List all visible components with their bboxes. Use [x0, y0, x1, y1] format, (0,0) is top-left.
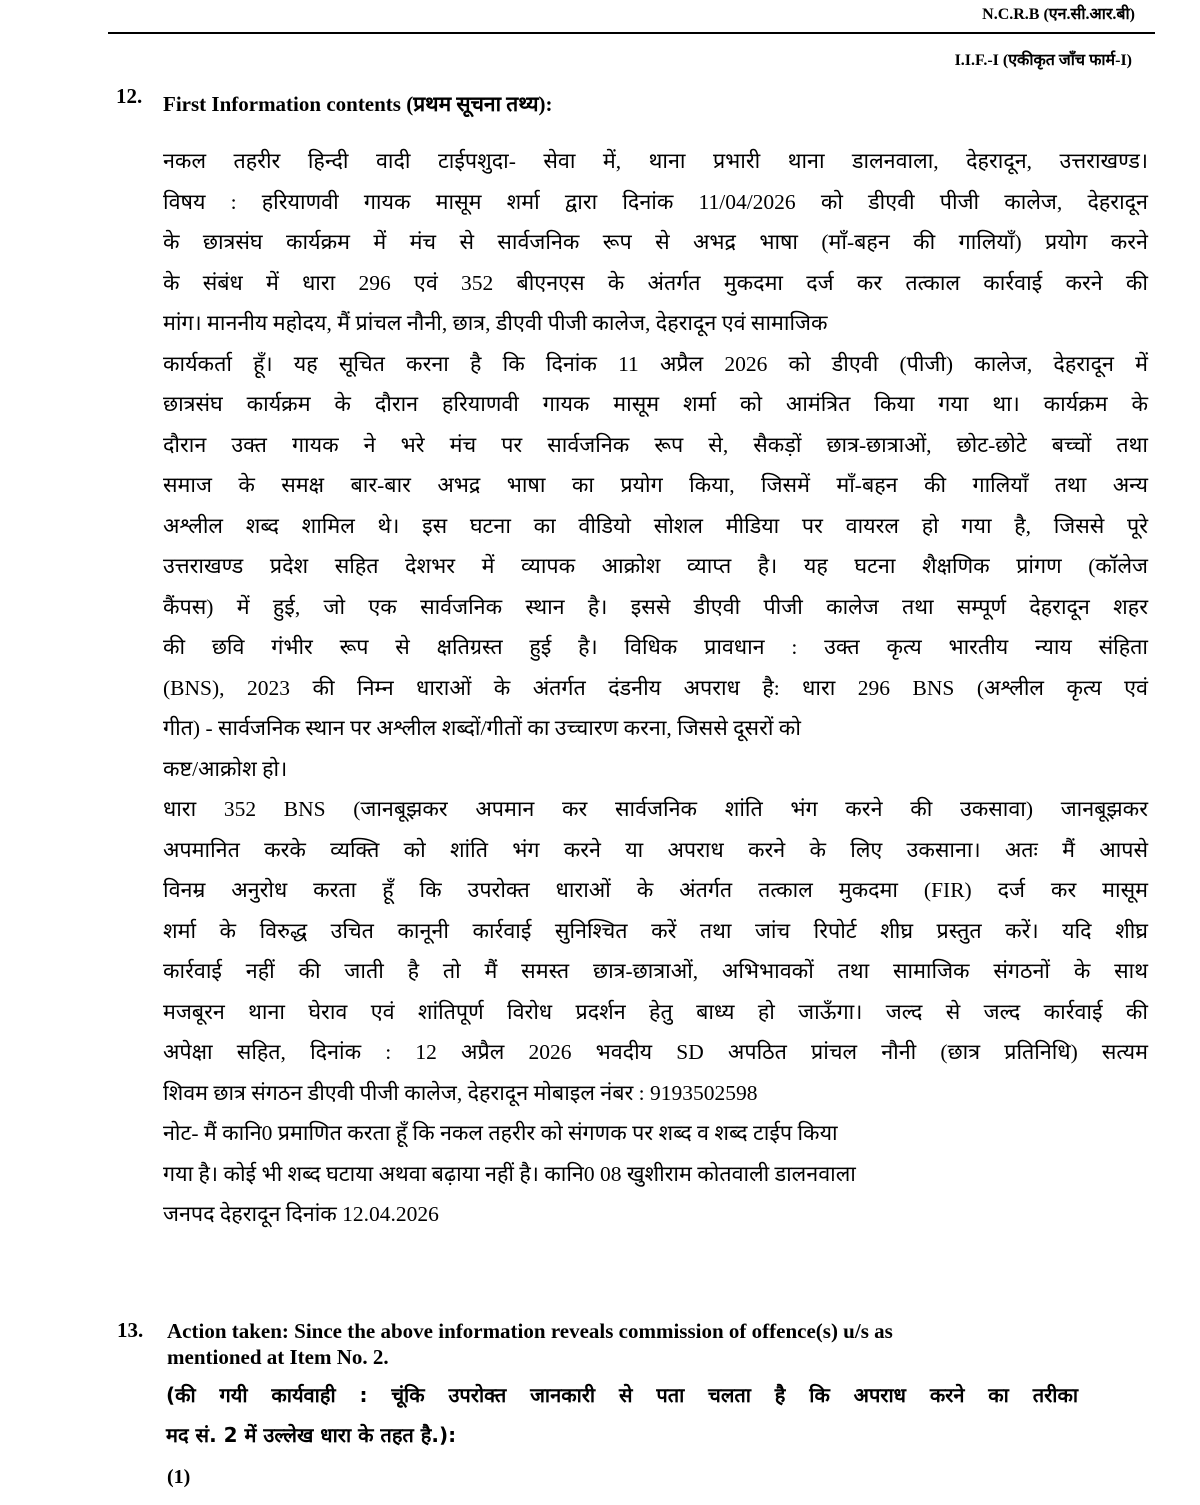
section-13-hindi-line2: मद सं. 2 में उल्लेख धारा के तहत है.): — [166, 1423, 457, 1447]
section-13-hindi-line1: (की गयी कार्यवाही : चूंकि उपरोक्त जानकारी से पता चलता है कि अपराध करने का तरीका — [166, 1383, 1078, 1407]
fir-line: उत्तराखण्ड प्रदेश सहित देशभर में व्यापक आक्रोश व्याप्त है। यह घटना शैक्षणिक प्रांगण (कॉलेज — [163, 554, 1148, 578]
fir-line: कार्यकर्ता हूँ। यह सूचित करना है कि दिनांक 11 अप्रैल 2026 को डीएवी (पीजी) कालेज, देहरादून में — [163, 351, 1148, 376]
fir-line: समाज के समक्ष बार-बार अभद्र भाषा का प्रयोग किया, जिसमें माँ-बहन की गालियाँ तथा अन्य — [163, 473, 1148, 497]
fir-line: के संबंध में धारा 296 एवं 352 बीएनएस के अंतर्गत मुकदमा दर्ज कर तत्काल कार्रवाई करने की — [163, 270, 1148, 295]
fir-content — [163, 141, 1148, 1235]
fir-line: गया है। कोई भी शब्द घटाया अथवा बढ़ाया नहीं है। कानि0 08 खुशीराम कोतवाली डालनवाला — [163, 1161, 856, 1186]
section-13-title — [167, 1318, 1067, 1370]
fir-line: कार्रवाई नहीं की जाती है तो मैं समस्त छात्र-छात्राओं, अभिभावकों तथा सामाजिक संगठनों के साथ — [163, 959, 1148, 983]
fir-line: की छवि गंभीर रूप से क्षतिग्रस्त हुई है। विधिक प्रावधान : उक्त कृत्य भारतीय न्याय संहिता — [163, 635, 1148, 659]
fir-line: अश्लील शब्द शामिल थे। इस घटना का वीडियो सोशल मीडिया पर वायरल हो गया है, जिससे पूरे — [163, 513, 1148, 538]
section-12-number: 12. — [116, 84, 143, 108]
fir-line: दौरान उक्त गायक ने भरे मंच पर सार्वजनिक रूप से, सैकड़ों छात्र-छात्राओं, छोट-छोटे बच्चों तथा — [163, 432, 1148, 457]
section-13-number: 13. — [117, 1318, 144, 1342]
fir-line: (BNS), 2023 की निम्न धाराओं के अंतर्गत दंडनीय अपराध है: धारा 296 BNS (अश्लील कृत्य एवं — [163, 675, 1148, 700]
fir-line: नकल तहरीर हिन्दी वादी टाईपशुदा- सेवा में, थाना प्रभारी थाना डालनवाला, देहरादून, उत्तराखण्ड। — [163, 149, 1148, 173]
fir-line: जनपद देहरादून दिनांक 12.04.2026 — [163, 1202, 439, 1226]
fir-line: धारा 352 BNS (जानबूझकर अपमान कर सार्वजनिक शांति भंग करने की उकसावा) जानबूझकर — [163, 797, 1148, 821]
fir-line: कष्ट/आक्रोश हो। — [163, 756, 288, 781]
fir-line: मजबूरन थाना घेराव एवं शांतिपूर्ण विरोध प्रदर्शन हेतु बाध्य हो जाऊँगा। जल्द से जल्द कार्रवाई की — [163, 999, 1148, 1024]
fir-line: छात्रसंघ कार्यक्रम के दौरान हरियाणवी गायक मासूम शर्मा को आमंत्रित किया गया था। कार्यक्रम के — [163, 392, 1148, 416]
fir-line: के छात्रसंघ कार्यक्रम में मंच से सार्वजनिक रूप से अभद्र भाषा (माँ-बहन की गालियाँ) प्रयोग करने — [163, 230, 1148, 254]
fir-line: शर्मा के विरुद्ध उचित कानूनी कार्रवाई सुनिश्चित करें तथा जांच रिपोर्ट शीघ्र प्रस्तुत करें। यदि शीघ्र — [163, 918, 1148, 943]
section-13-title-line2: mentioned at Item No. 2. — [167, 1345, 389, 1369]
fir-line: गीत) - सार्वजनिक स्थान पर अश्लील शब्दों/गीतों का उच्चारण करना, जिससे दूसरों को — [163, 716, 801, 740]
action-item-number: (1) — [167, 1466, 191, 1488]
fir-line: शिवम छात्र संगठन डीएवी पीजी कालेज, देहरादून मोबाइल नंबर : 9193502598 — [163, 1080, 758, 1105]
fir-line: मांग। माननीय महोदय, मैं प्रांचल नौनी, छात्र, डीएवी पीजी कालेज, देहरादून एवं सामाजिक — [163, 311, 828, 335]
fir-line: विषय : हरियाणवी गायक मासूम शर्मा द्वारा दिनांक 11/04/2026 को डीएवी पीजी कालेज, देहरादून — [163, 189, 1148, 214]
fir-line: विनम्र अनुरोध करता हूँ कि उपरोक्त धाराओं के अंतर्गत तत्काल मुकदमा (FIR) दर्ज कर मासूम — [163, 878, 1148, 902]
header-org: N.C.R.B (एन.सी.आर.बी) — [982, 6, 1135, 23]
fir-line: नोट- मैं कानि0 प्रमाणित करता हूँ कि नकल तहरीर को संगणक पर शब्द व शब्द टाईप किया — [163, 1121, 838, 1145]
fir-line: अपेक्षा सहित, दिनांक : 12 अप्रैल 2026 भवदीय SD अपठित प्रांचल नौनी (छात्र प्रतिनिधि) सत्यम — [163, 1040, 1148, 1064]
section-13-title-line1: Action taken: Since the above information reveals commission of offence(s) u/s as — [167, 1319, 893, 1343]
fir-line: कैंपस) में हुई, जो एक सार्वजनिक स्थान है। इससे डीएवी पीजी कालेज तथा सम्पूर्ण देहरादून शहर — [163, 594, 1148, 619]
section-12-title: First Information contents (प्रथम सूचना तथ्य): — [163, 92, 553, 116]
section-13-hindi — [166, 1375, 1078, 1455]
fir-line: अपमानित करके व्यक्ति को शांति भंग करने या अपराध करने के लिए उकसाना। अतः मैं आपसे — [163, 837, 1148, 862]
header-form-name: I.I.F.-I (एकीकृत जाँच फार्म-I) — [954, 52, 1132, 69]
header-rule — [108, 32, 1155, 34]
